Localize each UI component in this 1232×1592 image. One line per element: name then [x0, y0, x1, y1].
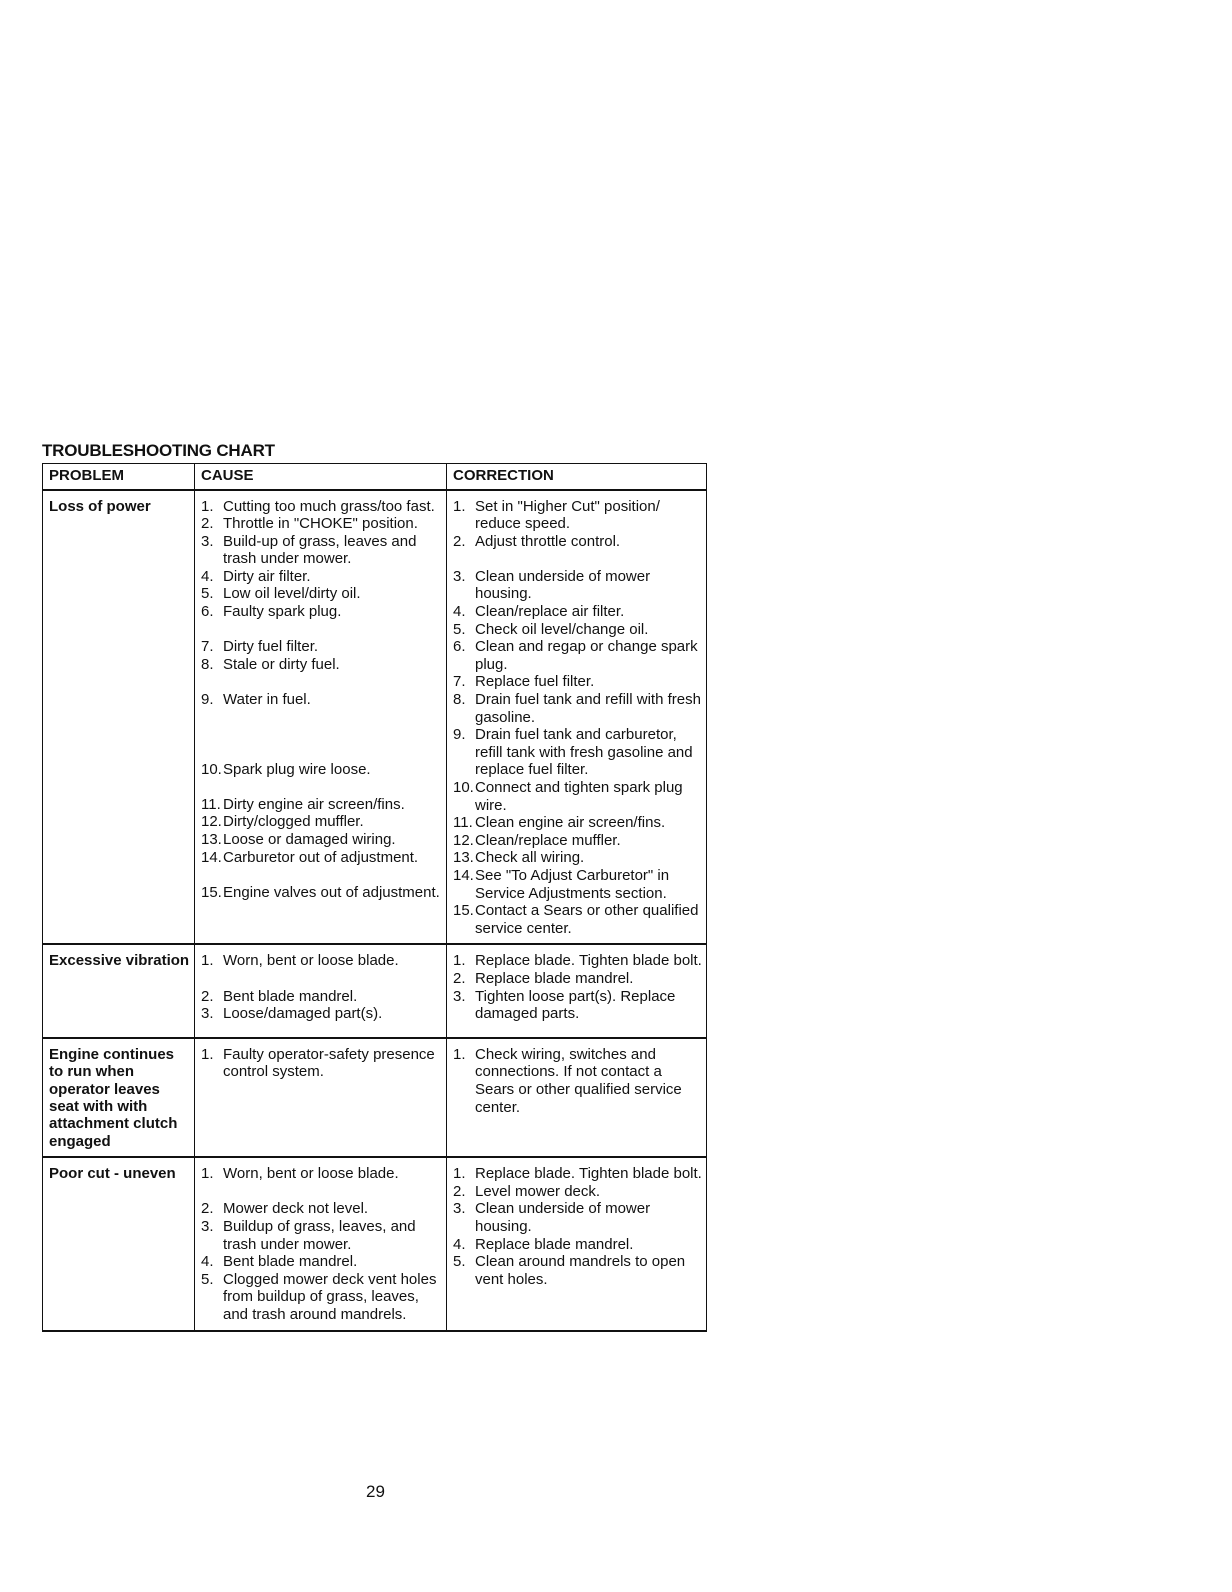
- item-text: See "To Adjust Carburetor" in Service Adjustments section.: [475, 866, 670, 902]
- item-number: 2.: [453, 969, 466, 987]
- item-text: Replace fuel filter.: [475, 673, 595, 691]
- item-text: Worn, bent or loose blade.: [223, 952, 399, 970]
- list-item: [453, 1253, 702, 1288]
- table-row: [43, 490, 707, 945]
- header-correction: CORRECTION: [447, 464, 707, 490]
- item-text: Throttle in "CHOKE" position.: [223, 515, 418, 533]
- item-number: 3.: [453, 1200, 466, 1218]
- item-text: Buildup of grass, leaves, and trash under mower.: [223, 1217, 416, 1253]
- item-text: Stale or dirty fuel.: [223, 655, 340, 673]
- list-item: [201, 533, 442, 568]
- item-number: 2.: [453, 532, 466, 550]
- list-item: [201, 638, 442, 656]
- item-text: Drain fuel tank and refill with fresh gasoline.: [475, 691, 701, 726]
- item-number: 11.: [453, 814, 473, 832]
- list-item: [201, 831, 442, 849]
- item-text: Clogged mower deck vent holes from buildup of grass, leaves, and trash around mandrels.: [223, 1270, 437, 1323]
- item-number: 7.: [453, 673, 466, 691]
- item-text: Dirty fuel filter.: [223, 638, 319, 656]
- item-text: Low oil level/dirty oil.: [223, 585, 361, 603]
- correction-cell: [447, 1157, 707, 1330]
- item-number: 3.: [201, 1217, 214, 1235]
- problem-cell: Engine continues to run when operator leaves seat with with attachment clutch engaged: [43, 1038, 195, 1157]
- list-item: [201, 498, 442, 516]
- list-item: [453, 621, 702, 639]
- item-number: 13.: [453, 849, 474, 867]
- item-number: 12.: [453, 831, 474, 849]
- item-number: 1.: [453, 1165, 466, 1183]
- list-item: [201, 849, 442, 867]
- item-number: 4.: [201, 567, 214, 585]
- list-item: [453, 1165, 702, 1183]
- item-number: 9.: [201, 691, 214, 709]
- item-text: Dirty air filter.: [223, 567, 311, 585]
- table-row: [43, 944, 707, 1037]
- correction-cell: [447, 490, 707, 945]
- item-text: Dirty engine air screen/fins.: [223, 795, 405, 813]
- list-item: [453, 1046, 702, 1116]
- list-item: [453, 779, 702, 814]
- item-text: Drain fuel tank and carburetor, refill tank with fresh gasoline and replace fuel filter.: [475, 726, 693, 779]
- list-item: [453, 498, 702, 533]
- list-item: [201, 1046, 442, 1081]
- item-text: Spark plug wire loose.: [223, 760, 371, 778]
- item-number: 12.: [201, 813, 222, 831]
- list-item: [453, 832, 702, 850]
- item-number: 3.: [201, 1005, 214, 1023]
- list-item: [453, 867, 702, 902]
- item-text: Replace blade mandrel.: [475, 969, 634, 987]
- item-number: 10.: [453, 779, 474, 796]
- list-item: [453, 638, 702, 673]
- item-text: Replace blade. Tighten blade bolt.: [475, 952, 702, 970]
- item-text: Water in fuel.: [223, 691, 311, 709]
- cause-cell: [195, 1157, 447, 1330]
- table-row: [43, 1038, 707, 1157]
- correction-cell: [447, 944, 707, 1037]
- cause-cell: [195, 490, 447, 945]
- item-number: 10.: [201, 760, 222, 778]
- list-item: [201, 813, 442, 831]
- list-item: [201, 988, 442, 1006]
- item-number: 3.: [453, 987, 466, 1005]
- item-number: 9.: [453, 726, 466, 744]
- problem-cell: Loss of power: [43, 490, 195, 945]
- list-item: [201, 568, 442, 586]
- item-text: Clean engine air screen/fins.: [475, 814, 666, 832]
- list-item: [201, 1253, 442, 1271]
- list-item: [201, 1165, 442, 1183]
- list-item: [201, 884, 442, 902]
- item-text: Carburetor out of adjustment.: [223, 848, 419, 866]
- item-text: Bent blade mandrel.: [223, 1253, 358, 1271]
- item-number: 4.: [453, 603, 466, 621]
- item-text: Mower deck not level.: [223, 1200, 369, 1218]
- list-item: [201, 585, 442, 603]
- list-item: [201, 952, 442, 970]
- item-number: 6.: [453, 638, 466, 656]
- list-item: [201, 796, 442, 814]
- item-number: 1.: [201, 1165, 214, 1183]
- item-number: 4.: [201, 1253, 214, 1271]
- item-number: 2.: [201, 987, 214, 1005]
- item-number: 1.: [201, 497, 214, 515]
- item-text: Bent blade mandrel.: [223, 987, 358, 1005]
- item-number: 15.: [201, 883, 222, 901]
- list-item: [453, 902, 702, 937]
- list-item: [453, 1236, 702, 1254]
- item-number: 1.: [453, 1045, 466, 1063]
- item-number: 6.: [201, 603, 214, 621]
- table-row: [43, 1157, 707, 1330]
- item-text: Check oil level/change oil.: [475, 620, 649, 638]
- list-item: [453, 533, 702, 551]
- item-number: 15.: [453, 902, 474, 920]
- list-item: [453, 849, 702, 867]
- problem-cell: Excessive vibration: [43, 944, 195, 1037]
- item-text: Replace blade. Tighten blade bolt.: [475, 1165, 702, 1183]
- list-item: [201, 1200, 442, 1218]
- page-number: 29: [366, 1482, 385, 1501]
- item-number: 5.: [453, 1253, 466, 1271]
- item-number: 1.: [201, 952, 214, 970]
- list-item: [453, 988, 702, 1023]
- item-number: 5.: [201, 585, 214, 603]
- item-text: Clean underside of mower housing.: [475, 567, 651, 603]
- list-item: [453, 568, 702, 603]
- item-text: Replace blade mandrel.: [475, 1235, 634, 1253]
- item-text: Contact a Sears or other qualified service center.: [475, 902, 699, 937]
- item-number: 7.: [201, 638, 214, 656]
- item-number: 8.: [453, 691, 466, 709]
- item-number: 1.: [453, 497, 466, 515]
- item-text: Dirty/clogged muffler.: [223, 813, 364, 831]
- item-number: 3.: [201, 532, 214, 550]
- list-item: [453, 691, 702, 726]
- list-item: [453, 970, 702, 988]
- list-item: [453, 726, 702, 779]
- item-number: 2.: [201, 1200, 214, 1218]
- list-item: [201, 761, 442, 779]
- item-number: 14.: [201, 848, 222, 866]
- cause-cell: [195, 1038, 447, 1157]
- item-text: Build-up of grass, leaves and trash under mower.: [223, 532, 417, 568]
- item-number: 11.: [201, 795, 221, 813]
- item-number: 1.: [201, 1045, 214, 1063]
- list-item: [453, 603, 702, 621]
- item-number: 5.: [201, 1270, 214, 1288]
- item-text: Check all wiring.: [475, 849, 585, 867]
- list-item: [453, 952, 702, 970]
- chart-title: TROUBLESHOOTING CHART: [42, 441, 275, 460]
- item-text: Faulty spark plug.: [223, 603, 342, 621]
- item-number: 8.: [201, 655, 214, 673]
- item-text: Clean and regap or change spark plug.: [475, 638, 698, 673]
- problem-cell: Poor cut - uneven: [43, 1157, 195, 1330]
- item-text: Loose/damaged part(s).: [223, 1005, 383, 1023]
- item-number: 14.: [453, 866, 474, 884]
- item-number: 2.: [453, 1182, 466, 1200]
- item-text: Check wiring, switches and connections. If not contact a Sears or other qualified service center.: [475, 1045, 682, 1116]
- list-item: [453, 1200, 702, 1235]
- list-item: [453, 1183, 702, 1201]
- item-number: 2.: [201, 515, 214, 533]
- list-item: [201, 603, 442, 621]
- item-text: Tighten loose part(s). Replace damaged parts.: [475, 987, 676, 1023]
- item-number: 5.: [453, 620, 466, 638]
- list-item: [201, 515, 442, 533]
- item-text: Clean underside of mower housing.: [475, 1200, 651, 1235]
- item-text: Clean around mandrels to open vent holes.: [475, 1253, 686, 1288]
- item-number: 4.: [453, 1235, 466, 1253]
- item-text: Faulty operator-safety presence control system.: [223, 1045, 435, 1081]
- header-row: [43, 464, 707, 490]
- item-text: Clean/replace muffler.: [475, 831, 621, 849]
- item-text: Clean/replace air filter.: [475, 603, 625, 621]
- item-number: 3.: [453, 567, 466, 585]
- list-item: [201, 691, 442, 709]
- item-number: 13.: [201, 831, 222, 848]
- item-number: 1.: [453, 952, 466, 970]
- item-text: Engine valves out of adjustment.: [223, 883, 440, 901]
- correction-cell: [447, 1038, 707, 1157]
- list-item: [453, 673, 702, 691]
- list-item: [201, 1005, 442, 1023]
- item-text: Adjust throttle control.: [475, 532, 621, 550]
- list-item: [453, 814, 702, 832]
- item-text: Level mower deck.: [475, 1182, 601, 1200]
- header-cause: CAUSE: [195, 464, 447, 490]
- item-text: Worn, bent or loose blade.: [223, 1165, 399, 1183]
- list-item: [201, 656, 442, 674]
- item-text: Set in "Higher Cut" position/ reduce speed.: [475, 497, 660, 533]
- cause-cell: [195, 944, 447, 1037]
- troubleshooting-table: [42, 463, 707, 1332]
- item-text: Connect and tighten spark plug wire.: [475, 779, 683, 814]
- item-text: Loose or damaged wiring.: [223, 831, 396, 848]
- list-item: [201, 1271, 442, 1324]
- list-item: [201, 1218, 442, 1253]
- header-problem: PROBLEM: [43, 464, 195, 490]
- item-text: Cutting too much grass/too fast.: [223, 497, 435, 515]
